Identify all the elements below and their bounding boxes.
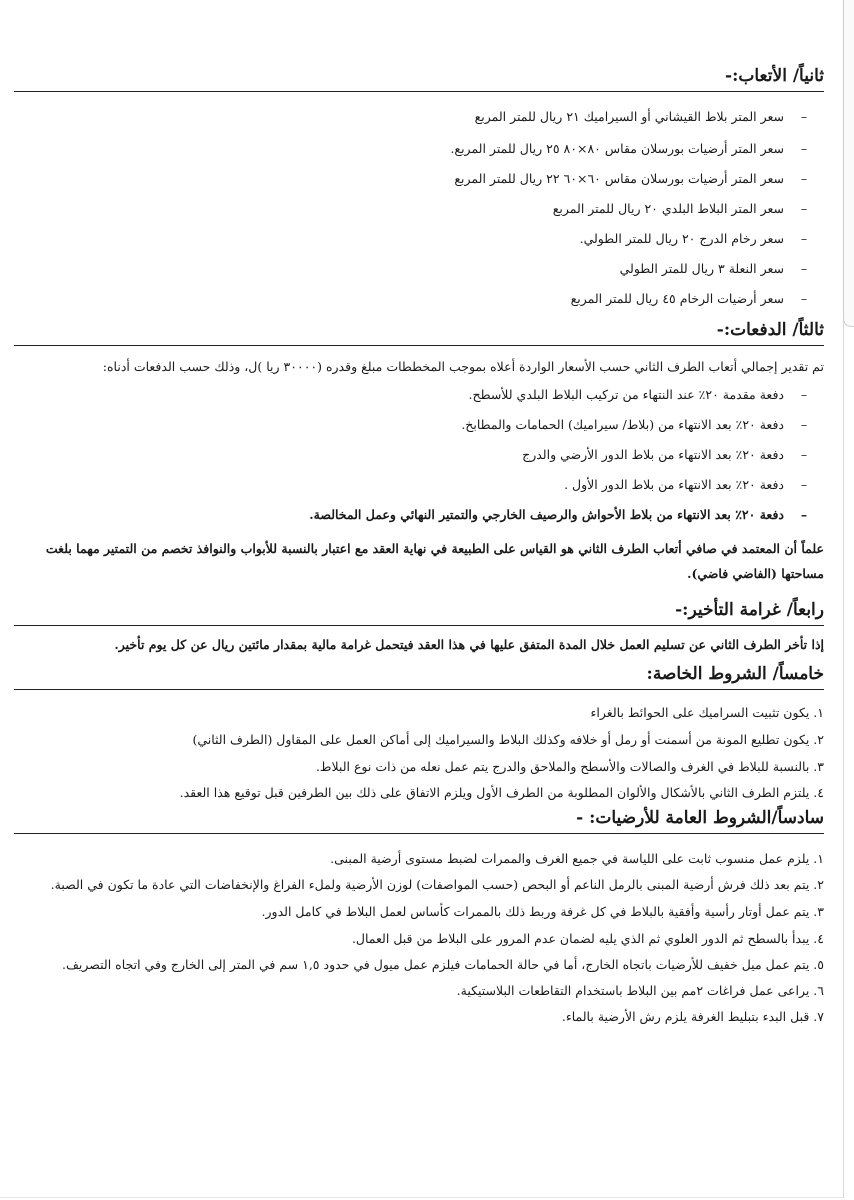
fee-item: –سعر أرضيات الرخام ٤٥ ريال للمتر المربع — [570, 291, 808, 306]
section-general-conditions-heading: سادساً/الشروط العامة للأرضيات: - — [14, 806, 824, 834]
special-condition-item: ٢. يكون تطليع المونة من أسمنت أو رمل أو خلافه وكذلك البلاط والسيراميك إلى أماكن العمل على المقاول (الطرف الثاني) — [192, 732, 824, 747]
general-condition-item: ٦. يراعى عمل فراغات ٢مم بين البلاط باستخدام التقاطعات البلاستيكية. — [456, 983, 824, 998]
fee-item: –سعر المتر أرضيات بورسلان مقاس ٨٠×٨٠ ٢٥ ريال للمتر المربع. — [450, 141, 808, 156]
payment-item: –دفعة ٢٠٪ بعد الانتهاء من (بلاط/ سيراميك) الحمامات والمطابخ. — [461, 417, 808, 432]
fee-item: –سعر النعلة ٣ ريال للمتر الطولي — [619, 261, 808, 276]
page-scroll-indicator[interactable] — [843, 0, 854, 327]
payments-intro: تم تقدير إجمالي أتعاب الطرف الثاني حسب الأسعار الواردة أعلاه بموجب المخططات مبلغ وقدره (٣٠٠٠٠ ريا )ل، وذلك حسب الدفعات أدناه: — [102, 359, 824, 374]
payment-item: –دفعة ٢٠٪ بعد الانتهاء من بلاط الدور الأرضي والدرج — [522, 447, 808, 462]
penalty-text: إذا تأخر الطرف الثاني عن تسليم العمل خلال المدة المتفق عليها في هذا العقد فيتحمل غرامة مالية بمقدار مائتين ريال عن كل يوم تأخير. — [114, 637, 824, 652]
fee-item: –سعر المتر أرضيات بورسلان مقاس ٦٠×٦٠ ٢٢ ريال للمتر المربع — [454, 171, 808, 186]
special-condition-item: ٣. بالنسبة للبلاط في الغرف والصالات والأسطح والملاحق والدرج يتم عمل نعله من ذات نوع البلاط. — [315, 759, 824, 774]
section-penalty-heading: رابعاً/ غرامة التأخير:- — [14, 598, 824, 626]
general-condition-item: ١. يلزم عمل منسوب ثابت على اللياسة في جميع الغرف والممرات لضبط مستوى أرضية المبنى. — [330, 851, 824, 866]
section-special-conditions-heading: خامساً/ الشروط الخاصة: — [14, 662, 824, 690]
payment-item: –دفعة ٢٠٪ بعد الانتهاء من بلاط الأحواش والرصيف الخارجي والتمتير النهائي وعمل المخالصة. — [309, 507, 808, 522]
special-condition-item: ٤. يلتزم الطرف الثاني بالأشكال والألوان المطلوبة من الطرف الأول ويلزم الاتفاق على ذلك بين الطرفين قبل توقيع هذا العقد. — [179, 785, 824, 800]
payment-item: –دفعة ٢٠٪ بعد الانتهاء من بلاط الدور الأول . — [564, 477, 808, 492]
payments-note: علماً أن المعتمد في صافي أتعاب الطرف الثاني هو القياس على الطبيعة في نهاية العقد مع اعتبار بالنسبة للأبواب والنوافذ تخصم من التمتير مهما بلغت مساحتها (الفاضي فاضي). — [45, 541, 824, 581]
fee-item: –سعر رخام الدرج ٢٠ ريال للمتر الطولي. — [579, 231, 808, 246]
section-fees-heading: ثانياً/ الأتعاب:- — [14, 64, 824, 92]
general-condition-item: ٧. قبل البدء بتبليط الغرفة يلزم رش الأرضية بالماء. — [561, 1009, 824, 1024]
general-condition-item: ٢. يتم بعد ذلك فرش أرضية المبنى بالرمل الناعم أو البحص (حسب المواصفات) لوزن الأرضية ولملء الفراغ والإنخفاضات التي عادة ما تكون في الصبة. — [50, 877, 824, 892]
section-payments-heading: ثالثاً/ الدفعات:- — [14, 318, 824, 346]
special-condition-item: ١. يكون تثبيت السراميك على الحوائط بالغراء — [590, 705, 824, 720]
general-condition-item: ٣. يتم عمل أوتار رأسية وأفقية بالبلاط في كل غرفة وربط ذلك بالممرات كأساس لعمل البلاط في كامل الدور. — [261, 904, 824, 919]
fee-item: –سعر المتر البلاط البلدي ٢٠ ريال للمتر المربع — [552, 201, 808, 216]
general-condition-item: ٤. يبدأ بالسطح ثم الدور العلوي ثم الذي يليه لضمان عدم المرور على البلاط من قبل العمال. — [351, 931, 824, 946]
payment-item: –دفعة مقدمة ٢٠٪ عند النتهاء من تركيب البلاط البلدي للأسطح. — [468, 387, 808, 402]
fee-item: –سعر المتر بلاط القيشاني أو السيراميك ٢١ ريال للمتر المربع — [474, 109, 808, 124]
general-condition-item: ٥. يتم عمل ميل خفيف للأرضيات باتجاه الخارج، أما في حالة الحمامات فيلزم عمل ميول في حدود ١,٥ سم في المتر إلى الخارج وفي اتجاه التصريف. — [62, 957, 824, 972]
